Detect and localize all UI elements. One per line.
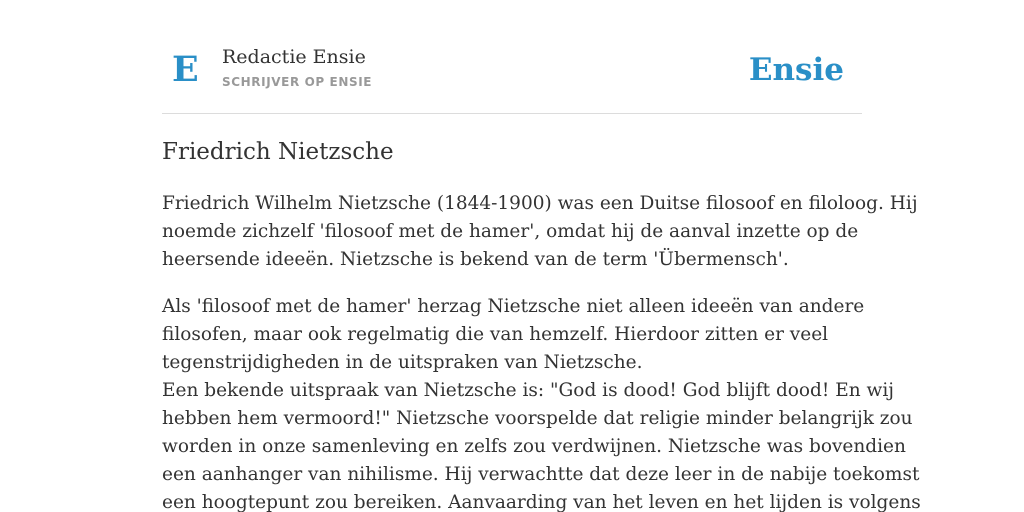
paragraph-line: een aanhanger van nihilisme. Hij verwachtte dat deze leer in de nabije toekomst [162,464,920,485]
brand-logo[interactable]: Ensie [748,52,844,88]
paragraph-line: Friedrich Wilhelm Nietzsche (1844-1900) was een Duitse filosoof en filoloog. Hij [162,193,918,214]
author-name[interactable]: Redactie Ensie [222,46,366,68]
author-avatar[interactable]: E [172,49,199,90]
article-body [162,190,921,512]
paragraph-line: een hoogtepunt zou bereiken. Aanvaarding van het leven en het lijden is volgens [162,492,921,512]
article-title: Friedrich Nietzsche [162,139,394,165]
paragraph-line: Een bekende uitspraak van Nietzsche is: "God is dood! God blijft dood! En wij [162,380,895,401]
article-paragraph [162,293,921,512]
paragraph-line: noemde zichzelf 'filosoof met de hamer', omdat hij de aanval inzette op de [162,221,859,242]
paragraph-line: filosofen, maar ook regelmatig die van hemzelf. Hierdoor zitten er veel [162,324,829,345]
author-header [162,40,862,114]
paragraph-line: tegenstrijdigheden in de uitspraken van Nietzsche. [162,352,643,373]
article-paragraph [162,190,918,274]
paragraph-line: Als 'filosoof met de hamer' herzag Nietzsche niet alleen ideeën van andere [162,296,865,317]
author-role: SCHRIJVER OP ENSIE [222,75,373,89]
paragraph-line: worden in onze samenleving en zelfs zou verdwijnen. Nietzsche was bovendien [162,436,906,457]
paragraph-line: heersende ideeën. Nietzsche is bekend van de term 'Übermensch'. [162,249,789,270]
paragraph-line: hebben hem vermoord!" Nietzsche voorspelde dat religie minder belangrijk zou [162,408,913,429]
